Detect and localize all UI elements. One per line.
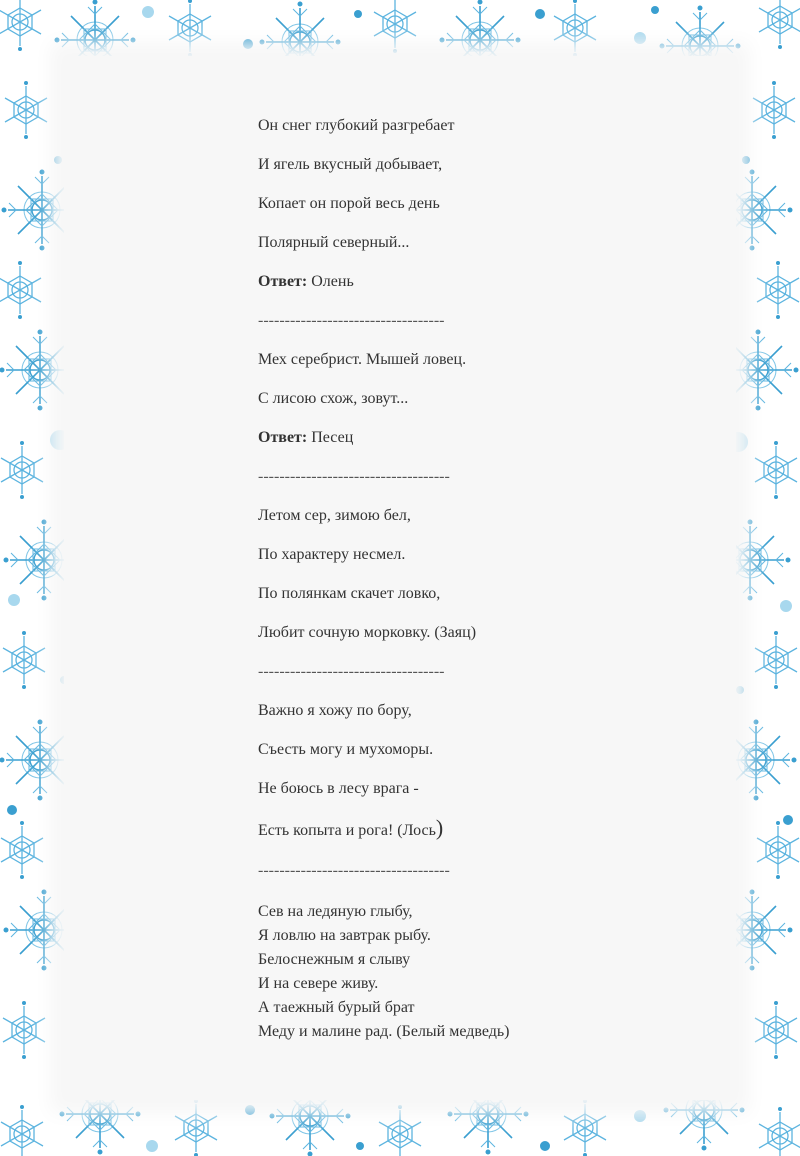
answer-value: Олень <box>311 273 354 290</box>
riddle-4-line-1: Важно я хожу по бору, <box>258 702 412 719</box>
riddle-2-line-2: С лисою схож, зовут... <box>258 390 409 407</box>
riddle-1-line-4: Полярный северный... <box>258 234 410 251</box>
riddle-4-line-4-text: Есть копыта и рога! (Лось <box>258 822 436 839</box>
riddle-1-line-1: Он снег глубокий разгребает <box>258 117 455 134</box>
riddle-5-line-6: Меду и малине рад. (Белый медведь) <box>258 1023 510 1040</box>
riddle-3-line-1: Летом сер, зимою бел, <box>258 507 411 524</box>
riddle-5-line-2: Я ловлю на завтрак рыбу. <box>258 927 431 944</box>
separator-2: ------------------------------------ <box>258 468 450 485</box>
answer-label: Ответ: <box>258 429 308 446</box>
riddle-4-line-3: Не боюсь в лесу врага - <box>258 780 419 797</box>
riddle-2-line-1: Мех серебрист. Мышей ловец. <box>258 351 467 368</box>
riddle-1-answer <box>258 272 354 292</box>
riddle-5-line-1: Сев на ледяную глыбу, <box>258 903 413 920</box>
answer-label: Ответ: <box>258 273 308 290</box>
separator-1: ----------------------------------- <box>258 312 445 329</box>
riddle-3-line-4: Любит сочную морковку. (Заяц) <box>258 624 477 641</box>
answer-value: Песец <box>311 429 354 446</box>
riddle-3-line-3: По полянкам скачет ловко, <box>258 585 441 602</box>
riddle-5-line-5: А таежный бурый брат <box>258 999 415 1016</box>
riddle-1-line-3: Копает он порой весь день <box>258 195 440 212</box>
riddle-5-line-4: И на севере живу. <box>258 975 379 992</box>
riddle-1-line-2: И ягель вкусный добывает, <box>258 156 443 173</box>
riddle-3-line-2: По характеру несмел. <box>258 546 406 563</box>
riddle-4-line-2: Съесть могу и мухоморы. <box>258 741 434 758</box>
closing-paren: ) <box>435 815 444 840</box>
riddle-5-line-3: Белоснежным я слыву <box>258 951 411 968</box>
riddle-2-answer <box>258 428 353 448</box>
separator-3: ----------------------------------- <box>258 663 445 680</box>
riddle-4-line-4 <box>258 815 444 841</box>
separator-4: ------------------------------------ <box>258 862 450 879</box>
